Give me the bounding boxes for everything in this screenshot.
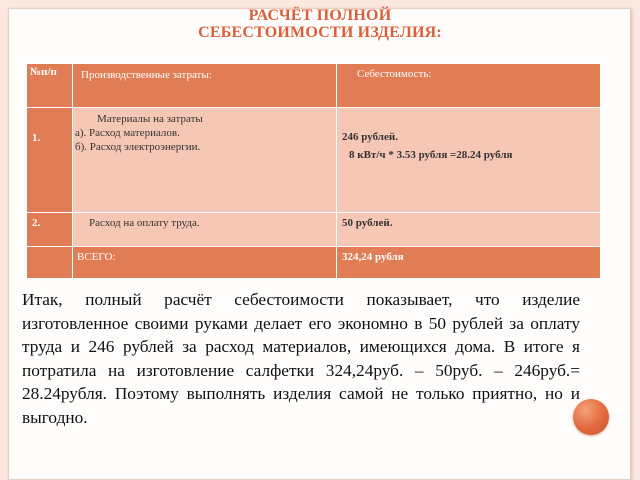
row1-label-cell	[73, 108, 337, 213]
total-label-cell	[73, 247, 337, 279]
title-line-1: РАСЧЁТ ПОЛНОЙ	[248, 7, 392, 24]
slide-title	[0, 7, 640, 41]
row1-num: 1.	[32, 132, 41, 144]
header-num-cell	[27, 64, 73, 108]
total-value-cell	[337, 247, 601, 279]
decorative-orange-circle	[573, 399, 609, 435]
header-cost-price: Себестоимость:	[357, 68, 432, 80]
row2-num: 2.	[32, 217, 41, 229]
total-value: 324,24 рубля	[342, 251, 404, 263]
row2-label: Расход на оплату труда.	[89, 217, 200, 229]
table-header-row	[27, 64, 601, 108]
header-num: №п/п	[30, 66, 57, 78]
conclusion-paragraph: Итак, полный расчёт себестоимости показывает, что изделие изготовленное своими руками делает его экономно в 50 рублей за оплату труда и 246 рублей за расход материалов, имеющихся дома. В итоге я потратила на изготовление салфетки 324,24руб. – 50руб. – 246руб.= 28.24рубля. Поэтому выполнять изделия самой не только приятно, но и выгодно.	[22, 290, 580, 427]
header-cost-price-cell	[337, 64, 601, 108]
row2-num-cell	[27, 213, 73, 247]
row1-value2: 8 кВт/ч * 3.53 рубля =28.24 рубля	[349, 149, 513, 161]
row1-value-cell	[337, 108, 601, 213]
row1-value1: 246 рублей.	[342, 131, 398, 143]
row1-line3: б). Расход электроэнергии.	[75, 141, 201, 153]
row1-num-cell	[27, 108, 73, 213]
total-label: ВСЕГО:	[77, 251, 116, 263]
row1-line2: а). Расход материалов.	[75, 127, 180, 139]
total-num-cell	[27, 247, 73, 279]
header-costs-cell	[73, 64, 337, 108]
title-line-2: СЕБЕСТОИМОСТИ ИЗДЕЛИЯ:	[198, 24, 442, 41]
table-total-row	[27, 247, 601, 279]
header-costs: Производственные затраты:	[81, 69, 212, 81]
row2-value: 50 рублей.	[342, 217, 393, 229]
table-row	[27, 108, 601, 213]
row2-label-cell	[73, 213, 337, 247]
cost-table	[26, 63, 601, 279]
table-row	[27, 213, 601, 247]
row2-value-cell	[337, 213, 601, 247]
row1-line1: Материалы на затраты	[97, 113, 203, 125]
